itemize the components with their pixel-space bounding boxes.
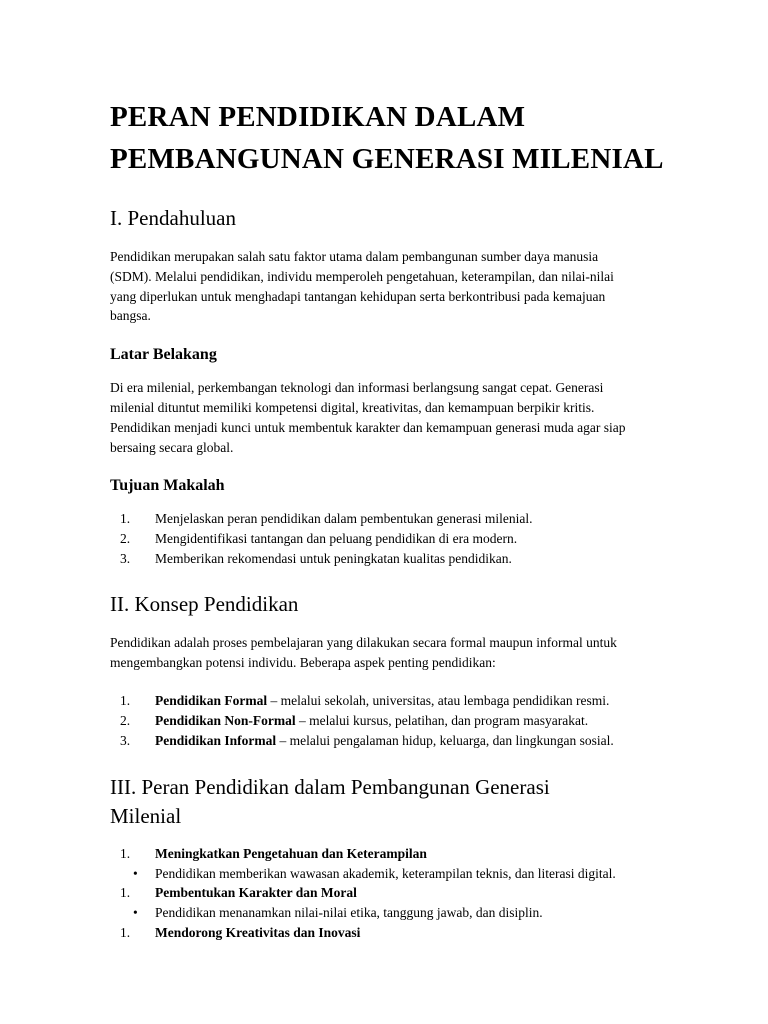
paragraph-line: milenial dituntut memiliki kompetensi digital, kreativitas, dan kemampuan berpikir kritis. bbox=[110, 399, 595, 415]
section-heading-peran-pendidikan bbox=[110, 773, 710, 831]
list-number: 2. bbox=[120, 531, 131, 547]
section-heading-pendahuluan: I. Pendahuluan bbox=[110, 206, 236, 230]
list-item bbox=[110, 691, 710, 711]
list-item-title: Pembentukan Karakter dan Moral bbox=[155, 885, 357, 901]
list-item-title: Meningkatkan Pengetahuan dan Keterampilan bbox=[155, 845, 427, 861]
paragraph-line: bersaing secara global. bbox=[110, 439, 234, 455]
subheading-tujuan-makalah: Tujuan Makalah bbox=[110, 477, 225, 495]
bullet-item-text: Pendidikan menanamkan nilai-nilai etika, tanggung jawab, dan disiplin. bbox=[155, 905, 543, 921]
bullet-item bbox=[110, 864, 710, 884]
document-title-line-1: PERAN PENDIDIKAN DALAM bbox=[110, 101, 526, 133]
list-item-text: Mengidentifikasi tantangan dan peluang pendidikan di era modern. bbox=[155, 531, 518, 547]
paragraph-konsep-pendidikan bbox=[110, 633, 710, 673]
list-item-text: – melalui kursus, pelatihan, dan program masyarakat. bbox=[295, 713, 589, 729]
list-item-title: Mendorong Kreativitas dan Inovasi bbox=[155, 924, 361, 940]
tujuan-list bbox=[110, 509, 710, 568]
bullet-item bbox=[110, 903, 710, 923]
paragraph-line: bangsa. bbox=[110, 308, 151, 324]
paragraph-latar-belakang bbox=[110, 378, 710, 457]
document-title bbox=[110, 96, 710, 180]
list-item-text: Menjelaskan peran pendidikan dalam pembentukan generasi milenial. bbox=[155, 511, 533, 527]
list-item bbox=[110, 923, 710, 943]
subheading-latar-belakang: Latar Belakang bbox=[110, 346, 217, 364]
list-item bbox=[110, 731, 710, 751]
peran-list bbox=[110, 844, 710, 943]
heading-line: III. Peran Pendidikan dalam Pembangunan Generasi bbox=[110, 774, 550, 799]
list-item-text: – melalui pengalaman hidup, keluarga, dan lingkungan sosial. bbox=[276, 732, 614, 748]
bullet-icon: • bbox=[133, 865, 138, 881]
paragraph-line: (SDM). Melalui pendidikan, individu memperoleh pengetahuan, keterampilan, dan nilai-nilai bbox=[110, 268, 614, 284]
paragraph-line: Pendidikan merupakan salah satu faktor utama dalam pembangunan sumber daya manusia bbox=[110, 249, 599, 264]
document-title-line-2: PEMBANGUNAN GENERASI MILENIAL bbox=[110, 143, 664, 175]
paragraph-line: Pendidikan adalah proses pembelajaran yang dilakukan secara formal maupun informal untuk bbox=[110, 634, 617, 650]
list-item bbox=[110, 883, 710, 903]
list-item bbox=[110, 844, 710, 864]
list-item-bold-text: Pendidikan Formal bbox=[155, 693, 268, 709]
paragraph-line: Di era milenial, perkembangan teknologi dan informasi berlangsung sangat cepat. Generasi bbox=[110, 380, 604, 396]
paragraph-pendahuluan bbox=[110, 247, 710, 326]
list-number: 3. bbox=[120, 732, 131, 748]
list-item bbox=[110, 509, 710, 529]
bullet-icon: • bbox=[133, 905, 138, 921]
heading-line: Milenial bbox=[110, 803, 182, 828]
section-heading-konsep-pendidikan: II. Konsep Pendidikan bbox=[110, 591, 299, 616]
list-number: 1. bbox=[120, 924, 131, 940]
paragraph-line: mengembangkan potensi individu. Beberapa aspek penting pendidikan: bbox=[110, 654, 496, 670]
list-item bbox=[110, 549, 710, 569]
paragraph-line: yang diperlukan untuk menghadapi tantangan kehidupan serta berkontribusi pada kemajuan bbox=[110, 288, 606, 304]
list-number: 2. bbox=[120, 713, 131, 729]
list-number: 1. bbox=[120, 885, 131, 901]
list-item-bold-text: Pendidikan Informal bbox=[155, 732, 277, 748]
list-item bbox=[110, 529, 710, 549]
document-page bbox=[110, 96, 710, 965]
list-number: 1. bbox=[120, 693, 131, 709]
bullet-item-text: Pendidikan memberikan wawasan akademik, keterampilan teknis, dan literasi digital. bbox=[155, 865, 616, 881]
list-number: 1. bbox=[120, 845, 131, 861]
list-item bbox=[110, 711, 710, 731]
paragraph-line: Pendidikan menjadi kunci untuk membentuk karakter dan kemampuan generasi muda agar siap bbox=[110, 419, 626, 435]
list-item-text: Memberikan rekomendasi untuk peningkatan kualitas pendidikan. bbox=[155, 550, 512, 566]
konsep-list bbox=[110, 691, 710, 750]
list-item-text: – melalui sekolah, universitas, atau lembaga pendidikan resmi. bbox=[267, 693, 610, 709]
list-number: 3. bbox=[120, 550, 131, 566]
list-item-bold-text: Pendidikan Non-Formal bbox=[155, 713, 296, 729]
list-number: 1. bbox=[120, 511, 131, 527]
